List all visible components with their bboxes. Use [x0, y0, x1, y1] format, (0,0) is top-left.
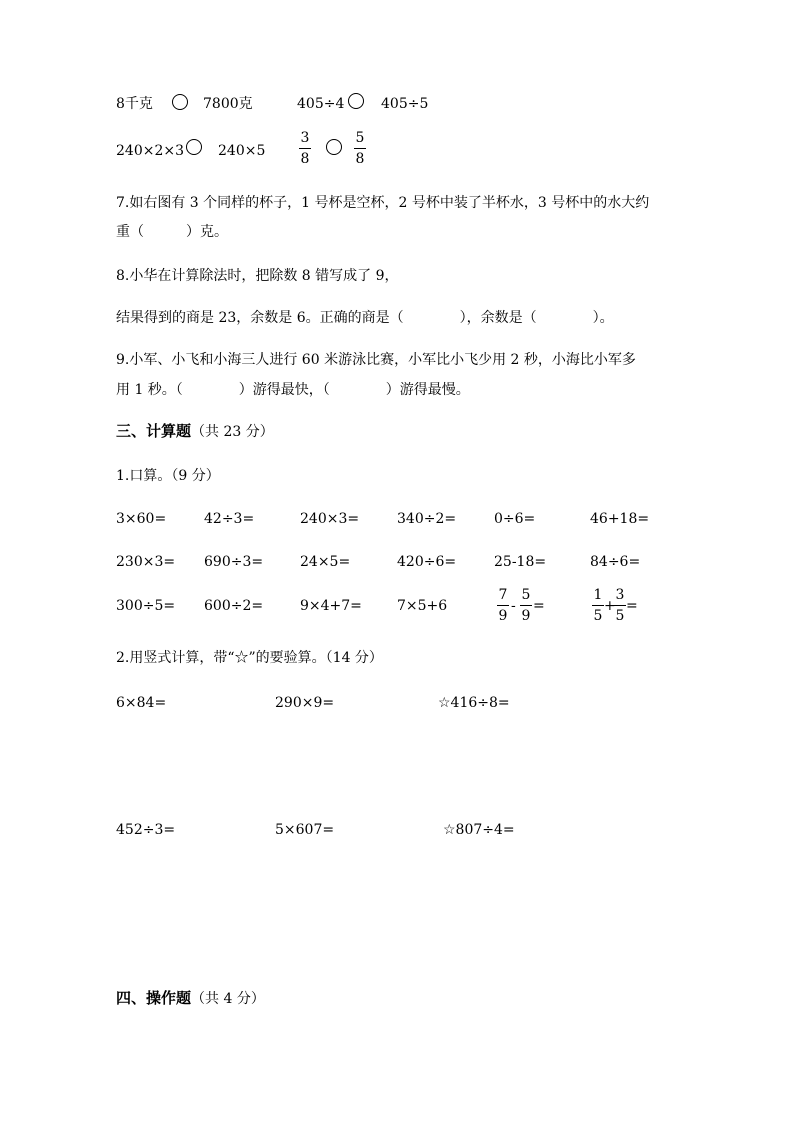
question-8-line-1: 8.小华在计算除法时，把除数 8 错写成了 9，	[116, 268, 399, 284]
fraction-numerator: 3	[615, 587, 625, 603]
fraction-numerator: 7	[498, 587, 508, 603]
fraction	[592, 588, 604, 623]
compare-2a-left: 240×2×3	[116, 143, 184, 159]
compare-blank-circle[interactable]	[326, 139, 342, 155]
fraction-numerator: 3	[300, 130, 310, 146]
oral-item: 690÷3=	[204, 554, 264, 570]
fraction-numerator: 5	[521, 587, 531, 603]
question-7-line-1: 7.如右图有 3 个同样的杯子，1 号杯是空杯，2 号杯中装了半杯水，3 号杯中的水大约	[116, 195, 650, 211]
operator: +	[604, 598, 616, 614]
section-4-heading	[116, 991, 265, 1006]
section-title: 三、计算题	[116, 422, 192, 440]
operator: -	[511, 598, 516, 614]
compare-1b-left: 405÷4	[297, 96, 345, 112]
vertical-item: 290×9=	[275, 695, 335, 711]
fraction	[497, 588, 509, 623]
question-9-line-1: 9.小军、小飞和小海三人进行 60 米游泳比赛，小军比小飞少用 2 秒，小海比小军多	[116, 352, 636, 368]
vertical-item: 452÷3=	[116, 822, 176, 838]
section-score: （共 4 分）	[191, 991, 265, 1007]
section-3-heading	[116, 424, 274, 439]
section-score: （共 23 分）	[191, 424, 274, 440]
oral-item: 3×60=	[116, 511, 167, 527]
fraction-denominator: 8	[300, 151, 310, 167]
compare-blank-circle[interactable]	[172, 94, 188, 110]
oral-calc-title: 1.口算。（9 分）	[116, 468, 220, 484]
question-7-line-2: 重（ ）克。	[116, 224, 228, 240]
oral-item: 84÷6=	[590, 554, 641, 570]
section-title: 四、操作题	[116, 989, 192, 1007]
oral-item: 0÷6=	[494, 511, 536, 527]
compare-1a-right: 7800克	[203, 96, 253, 112]
fraction-denominator: 9	[498, 608, 508, 624]
compare-1b-right: 405÷5	[381, 96, 429, 112]
oral-item: 42÷3=	[204, 511, 255, 527]
equals-sign: =	[626, 598, 638, 614]
fraction	[520, 588, 532, 623]
fraction-denominator: 9	[521, 608, 531, 624]
compare-1a-left: 8千克	[116, 96, 153, 112]
vertical-item: ☆807÷4=	[443, 822, 515, 838]
oral-item: 9×4+7=	[300, 598, 362, 614]
fraction-denominator: 5	[615, 608, 625, 624]
fraction-denominator: 8	[355, 151, 365, 167]
compare-2a-right: 240×5	[218, 143, 266, 159]
fraction-right	[354, 131, 366, 166]
vertical-calc-title: 2.用竖式计算，带“☆”的要验算。（14 分）	[116, 650, 383, 666]
compare-blank-circle[interactable]	[348, 93, 364, 109]
oral-item: 46+18=	[590, 511, 650, 527]
oral-item: 230×3=	[116, 554, 176, 570]
fraction-numerator: 5	[355, 130, 365, 146]
oral-item: 340÷2=	[397, 511, 457, 527]
question-8-line-2: 结果得到的商是 23，余数是 6。正确的商是（ ），余数是（ ）。	[116, 310, 614, 326]
oral-item: 25-18=	[494, 554, 547, 570]
fraction	[614, 588, 626, 623]
vertical-item: ☆416÷8=	[438, 695, 510, 711]
oral-item: 240×3=	[300, 511, 360, 527]
vertical-item: 5×607=	[275, 822, 335, 838]
compare-blank-circle[interactable]	[186, 139, 202, 155]
fraction-denominator: 5	[593, 608, 603, 624]
oral-item: 24×5=	[300, 554, 351, 570]
oral-item: 7×5+6	[397, 598, 448, 614]
vertical-item: 6×84=	[116, 695, 167, 711]
fraction-numerator: 1	[593, 587, 603, 603]
oral-item: 300÷5=	[116, 598, 176, 614]
oral-item: 420÷6=	[397, 554, 457, 570]
oral-item: 600÷2=	[204, 598, 264, 614]
question-9-line-2: 用 1 秒。（ ）游得最快，（ ）游得最慢。	[116, 382, 470, 398]
equals-sign: =	[533, 598, 545, 614]
fraction-left	[299, 131, 311, 166]
